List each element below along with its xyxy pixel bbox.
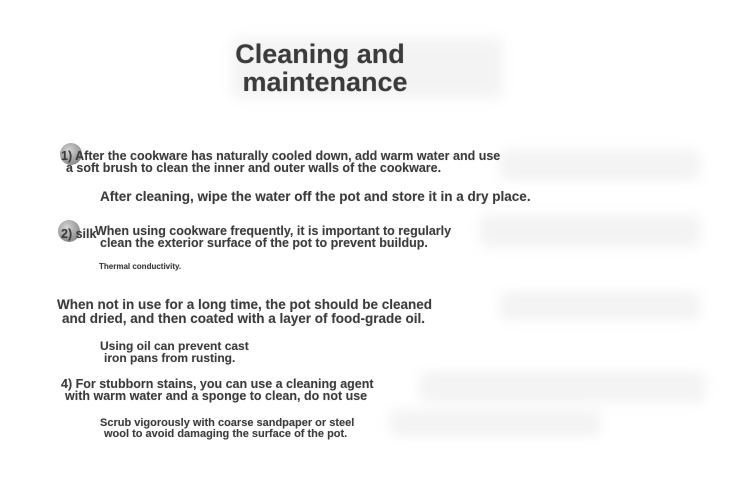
instruction-exterior-line-2: clean the exterior surface of the pot to prevent buildup. bbox=[100, 236, 428, 250]
background-smudge bbox=[420, 372, 705, 402]
warning-scrubbing-line-2: wool to avoid damaging the surface of the pot. bbox=[104, 428, 348, 440]
instruction-storage-line-2: and dried, and then coated with a layer of food-grade oil. bbox=[62, 311, 426, 326]
warning-scrubbing bbox=[100, 418, 354, 440]
instruction-drying: After cleaning, wipe the water off the pot and store it in a dry place. bbox=[100, 189, 531, 204]
instruction-stains-line-1: 4) For stubborn stains, you can use a cleaning agent bbox=[61, 377, 374, 391]
instruction-cooling bbox=[61, 150, 500, 174]
instruction-storage-line-1: When not in use for a long time, the pot should be cleaned bbox=[57, 297, 433, 312]
instruction-stains-line-2: with warm water and a sponge to clean, do not use bbox=[65, 388, 368, 403]
warning-scrubbing-line-1: Scrub vigorously with coarse sandpaper or steel bbox=[100, 417, 355, 429]
instruction-stains bbox=[61, 379, 374, 402]
step-2-number: 2) silk bbox=[61, 227, 97, 241]
note-thermal: Thermal conductivity. bbox=[99, 262, 182, 271]
page-title-line-2: maintenance bbox=[242, 67, 408, 97]
background-smudge bbox=[500, 150, 700, 180]
note-oil bbox=[100, 340, 249, 364]
background-smudge bbox=[390, 410, 600, 436]
page-title-line-1: Cleaning and bbox=[235, 39, 405, 69]
instruction-cooling-line-1: 1) After the cookware has naturally cooled down, add warm water and use bbox=[61, 149, 501, 163]
page-title bbox=[0, 40, 750, 96]
instruction-cooling-line-2: a soft brush to clean the inner and outer walls of the cookware. bbox=[66, 161, 442, 175]
instruction-storage bbox=[57, 298, 432, 326]
instruction-exterior-line-1: When using cookware frequently, it is important to regularly bbox=[95, 224, 452, 238]
note-oil-line-2: iron pans from rusting. bbox=[104, 351, 236, 365]
background-smudge bbox=[480, 215, 700, 247]
instruction-exterior bbox=[95, 225, 451, 249]
background-smudge bbox=[500, 292, 700, 320]
note-oil-line-1: Using oil can prevent cast bbox=[100, 339, 249, 353]
